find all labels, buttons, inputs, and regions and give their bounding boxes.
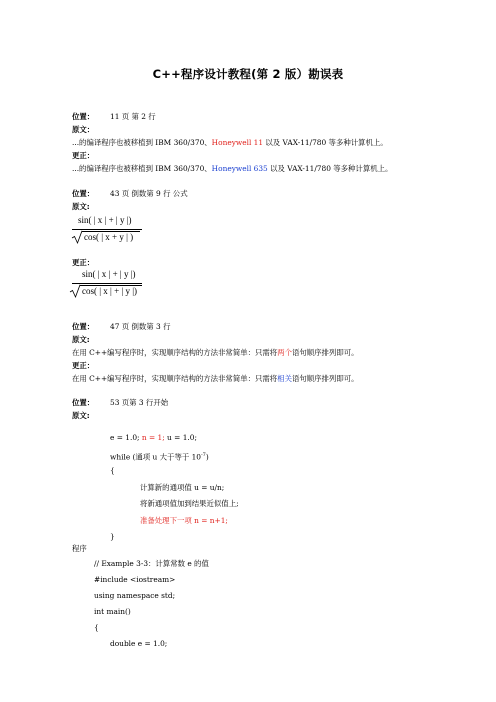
pseudocode-text: 将新通项值加到结果近似值上; [140, 499, 239, 508]
position-2: 43 页 倒数第 9 行 公式 [110, 189, 188, 198]
program-line: using namespace std; [94, 591, 176, 600]
radical-sign [72, 230, 84, 244]
position-3: 47 页 倒数第 3 行 [110, 322, 171, 331]
position-4: 53 页第 3 行开始 [110, 398, 169, 407]
original-text-suffix: 以及 VAX-11/780 等多种计算机上。 [263, 138, 388, 147]
pseudocode-text: u = 1.0; [164, 433, 197, 442]
pseudocode-text: } [110, 532, 115, 541]
program-line: int main() [94, 607, 131, 616]
pseudocode-line [140, 516, 228, 526]
pseudocode-line [110, 466, 115, 476]
formula-original-numerator: sin( | x | + | y |) [78, 215, 132, 225]
pseudocode-text: 计算新的通项值 u = u/n; [140, 482, 225, 492]
formula-corrected-denominator: cos( | x | + | y |) [82, 286, 138, 296]
program-line: // Example 3-3：计算常数 e 的值 [94, 559, 209, 568]
pseudocode-text: -7 [200, 451, 206, 458]
corrected-text-1 [72, 164, 392, 174]
original-text-prefix: ...的编译程序也被移植到 IBM 360/370、 [72, 138, 212, 147]
original-label-4: 原文: [72, 411, 90, 420]
original-highlight: Honeywell 11 [211, 138, 264, 147]
corrected-label-2: 更正： [72, 258, 95, 267]
pseudocode-line [110, 433, 197, 443]
program-label: 程序 [72, 544, 87, 553]
corrected-highlight: 相关 [277, 374, 292, 383]
pseudocode-text: { [110, 466, 115, 475]
pseudocode-line [110, 450, 209, 462]
corrected-highlight: Honeywell 635 [211, 164, 268, 173]
corrected-text-3 [72, 374, 359, 384]
position-label-3: 位置： [72, 322, 95, 331]
original-highlight: 两个 [277, 348, 292, 357]
corrected-text-suffix: 以及 VAX-11/780 等多种计算机上。 [267, 164, 393, 173]
program-line: #include <iostream> [94, 575, 176, 584]
original-label-2: 原文: [72, 202, 90, 211]
page-title: C++程序设计教程(第 2 版）勘误表 [152, 67, 344, 81]
program-line: double e = 1.0; [110, 639, 168, 648]
original-label-1: 原文： [72, 125, 95, 134]
original-text-prefix: 在用 C++编写程序时，实现顺序结构的方法非常简单：只需将 [72, 348, 278, 357]
position-label-1: 位置： [72, 112, 95, 121]
pseudocode-text: e = 1.0; [110, 433, 142, 442]
pseudocode-text: 准备处理下一项 n = n+1; [140, 515, 228, 525]
original-text-1 [72, 138, 388, 148]
pseudocode-text: n = 1; [141, 433, 165, 442]
original-text-3 [72, 348, 359, 358]
pseudocode-text: while (通项 u 大于等于 10 [110, 451, 201, 461]
pseudocode-line [140, 483, 224, 493]
pseudocode-text: ) [205, 451, 209, 461]
position-1: 11 页 第 2 行 [110, 112, 156, 121]
pseudocode-line [140, 499, 239, 509]
program-line: { [94, 623, 99, 632]
radical-sign [70, 284, 82, 298]
formula-original-denominator: cos( | x + y | ) [84, 232, 134, 242]
pseudocode-line [110, 532, 115, 542]
position-label-2: 位置： [72, 189, 95, 198]
original-label-3: 原文: [72, 335, 90, 344]
corrected-text-prefix: ...的编译程序也被移植到 IBM 360/370、 [72, 164, 212, 173]
position-label-4: 位置： [72, 398, 95, 407]
corrected-text-suffix: 语句顺序排列即可。 [291, 374, 359, 383]
corrected-label-3: 更正： [72, 361, 95, 370]
corrected-text-prefix: 在用 C++编写程序时，实现顺序结构的方法非常简单：只需将 [72, 374, 278, 383]
corrected-label-1: 更正： [72, 151, 95, 160]
formula-corrected-numerator: sin( | x | + | y |) [82, 269, 136, 279]
original-text-suffix: 语句顺序排列即可。 [291, 348, 359, 357]
